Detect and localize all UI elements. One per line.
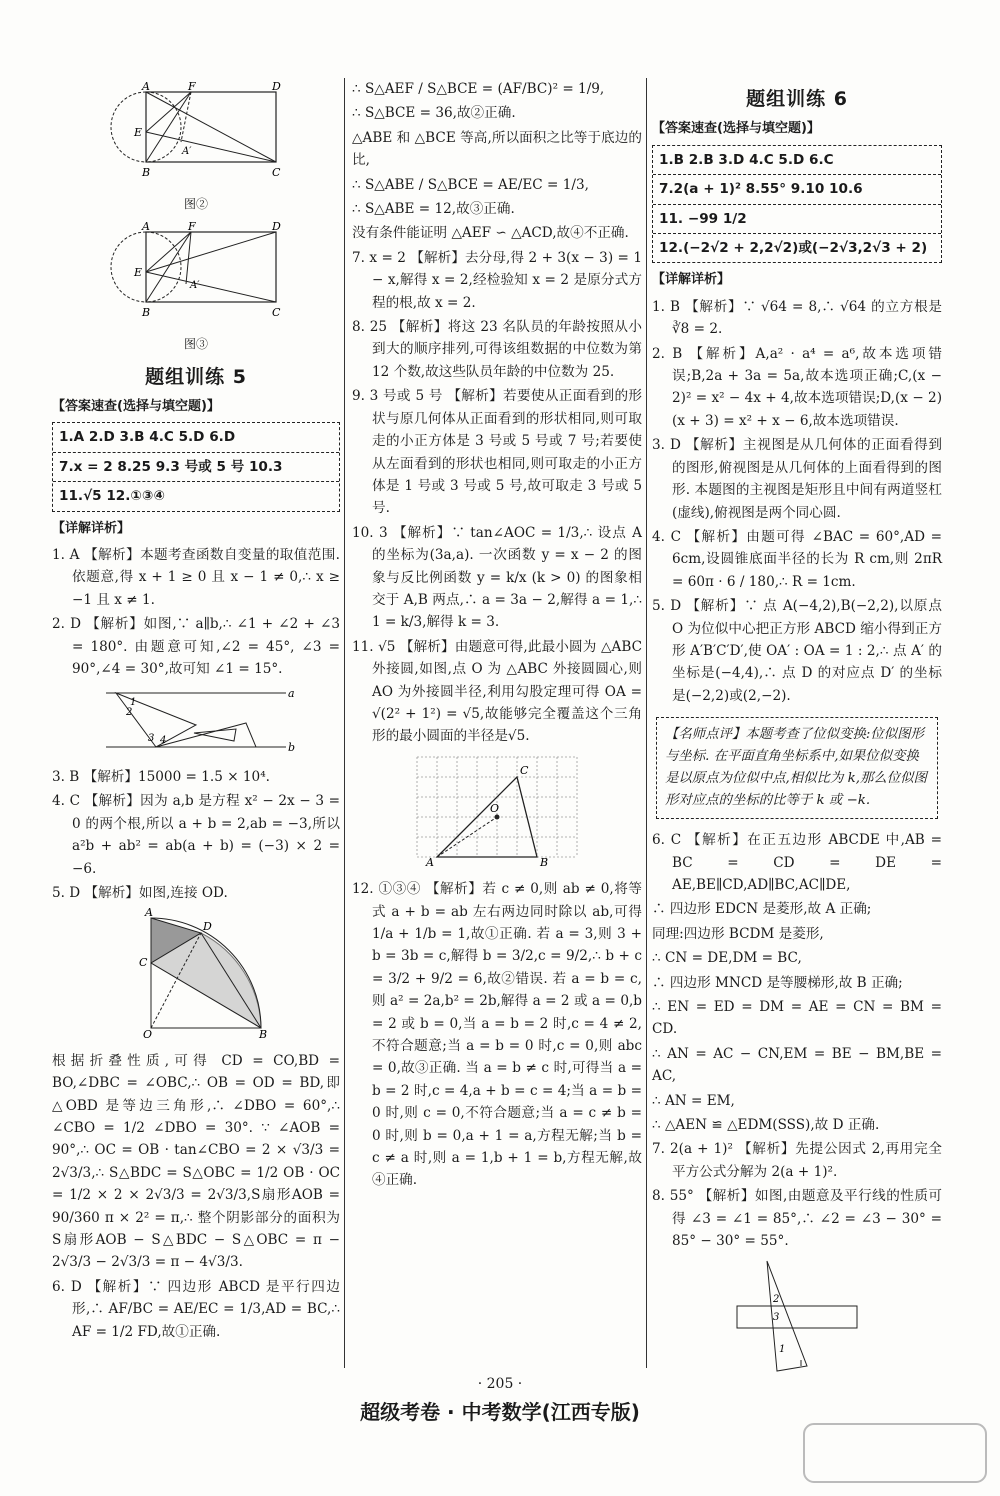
column-divider-1	[344, 78, 345, 1368]
svg-text:B: B	[540, 855, 549, 867]
svg-text:C: C	[520, 763, 529, 777]
solution-6-cont-6: 没有条件能证明 △AEF ∽ △ACD,故④不正确.	[352, 225, 629, 242]
solution-6-cont-5: ∴ S△ABE = 12,故③正确.	[352, 201, 515, 218]
svg-text:A: A	[142, 221, 150, 233]
svg-text:C: C	[272, 305, 281, 319]
solution-6-cont-2: ∴ S△BCE = 36,故②正确.	[352, 105, 516, 122]
solution-6-cont-3: △ABE 和 △BCE 等高,所以面积之比等于底边的比,	[352, 129, 642, 169]
solution-6-step: ∴ △AEN ≌ △EDM(SSS),故 D 正确.	[652, 1117, 880, 1134]
figure-2-caption: 图②	[183, 197, 208, 212]
solution-12: 12. ①③④ 【解析】若 c ≠ 0,则 ab ≠ 0,将等式 a + b = ab 左右两边同时除以 ab,可得 1/a + 1/b = 1,故①正确. 若 a = 3,则 3 + b = 3b = c,解得 b = 3/2,c = 9/2,∴ b + c = 3/2 + 9/2 = 6,故②错误. 若 a = b = c,则 a² = 2a,b² = 2b,解得 a = 2 或 a = 0,b = 2 或 b = 0,当 a = b = 2 时,c = 4 ≠ 2,不符合题意;当 a = b = 0 时,c = 0,则 abc = 0,故③正确. 当 a = b ≠ c 时,可得当 a = b = 2 时,c = 4,a + b = c = 4;当 a = b = 0 时,则 c = 0,不符合题意;当 a = c ≠ b = 0 时,则 b = 0,a + 1 = a,方程无解;当 b = c ≠ a 时,则 a = 1,b + 1 = b,方程无解,故④正确.	[352, 881, 642, 1189]
middle-column	[352, 78, 642, 1194]
svg-text:2: 2	[126, 706, 133, 718]
solution-1: 1. B 【解析】∵ √64 = 8,∴ √64 的立方根是∛8 = 2.	[652, 298, 942, 338]
answer-row: 12.(−2√2 + 2,2√2)或(−2√3,2√3 + 2)	[659, 240, 928, 257]
svg-text:A: A	[142, 82, 150, 93]
rectangle-triangle-figure	[652, 1256, 942, 1383]
column-divider-2	[646, 78, 647, 1368]
svg-text:F: F	[188, 221, 196, 233]
solution-6-step: ∴ 四边形 EDCN 是菱形,故 A 正确;	[652, 901, 872, 918]
detail-header: 【详解详析】	[52, 520, 131, 536]
svg-text:D: D	[272, 82, 281, 93]
answer-box	[52, 422, 340, 511]
answer-row: 1.A 2.D 3.B 4.C 5.D 6.D	[53, 423, 339, 452]
svg-text:C: C	[272, 166, 281, 179]
answer-box	[652, 145, 942, 264]
sector-figure	[52, 908, 340, 1045]
solution-2: 2. B 【解析】A,a² · a⁴ = a⁶,故本选项错误;B,2a + 3a = 5a,故本选项正确;C,(x − 2)² = x² − 4x + 4,故本选项错误;D,(x − 2)(x + 3) = x² + x − 6,故本选项错误.	[652, 345, 942, 429]
parallel-lines-figure	[52, 685, 340, 762]
left-column	[52, 78, 340, 1345]
solution-9: 9. 3 号或 5 号 【解析】若要使从正面看到的形状与原几何体从正面看到的形状相同,则可取走的小正方体是 3 号或 5 号或 7 号;若要使从左面看到的形状也相同,则可取走的小正方体是 1 号或 3 号或 5 号,故可取走 3 号或 5 号.	[352, 388, 642, 517]
page-number: · 205 ·	[477, 1376, 523, 1392]
answer-row: 11. −99 1/2	[653, 205, 941, 234]
svg-text:A′: A′	[190, 279, 200, 291]
solution-5-detail: 根据折叠性质,可得 CD = CO,BD = BO,∠DBC = ∠OBC,∴ OB = OD = BD,即 △OBD 是等边三角形,∴ ∠DBO = 60°,∴ ∠CBO = 1/2 ∠DBO = 30°. ∵ ∠AOB = 90°,∴ OC = OB · tan∠CBO = 2 × √3/3 = 2√3/3,∴ S△BDC = S△OBC = 1/2 OB · OC = 1/2 × 2 × 2√3/3 = 2√3/3,S扇形AOB = 90/360 π × 2² = π,∴ 整个阴影部分的面积为 S扇形AOB − S△BDC − S△OBC = π − 2√3/3 − 2√3/3 = π − 4√3/3.	[52, 1052, 340, 1271]
detail-header: 【详解详析】	[652, 272, 731, 288]
svg-text:A: A	[426, 855, 434, 867]
solution-2: 2. D 【解析】如图,∵ a∥b,∴ ∠1 + ∠2 + ∠3 = 180°. 由题意可知,∠2 = 45°, ∠3 = 90°,∠4 = 30°,故可知 ∠1 = 15°.	[52, 616, 340, 678]
watermark-logo	[800, 1420, 990, 1486]
svg-text:A′: A′	[182, 146, 192, 157]
solution-6: 6. C 【解析】在正五边形 ABCDE 中,AB = BC = CD = DE = AE,BE∥CD,AD∥BC,AC∥DE,	[652, 832, 942, 893]
answer-row: 11.√5 12.①③④	[59, 488, 165, 505]
solution-6-step: ∴ EN = ED = DM = AE = CN = BM = CD.	[652, 999, 942, 1038]
solution-3: 3. B 【解析】15000 = 1.5 × 10⁴.	[52, 768, 270, 785]
svg-text:E: E	[134, 265, 143, 279]
solution-4: 4. C 【解析】因为 a,b 是方程 x² − 2x − 3 = 0 的两个根,所以 a + b = 2,ab = −3,所以 a²b + ab² = ab(a + b) = (−3) × 2 = −6.	[52, 793, 340, 877]
solution-8: 8. 55° 【解析】如图,由题意及平行线的性质可得 ∠3 = ∠1 = 85°,∴ ∠2 = ∠3 − 30° = 85° − 30° = 55°.	[652, 1188, 942, 1250]
solution-3: 3. D 【解析】主视图是从几何体的正面看得到的图形,俯视图是从几何体的上面看得到的图形. 本题图的主视图是矩形且中间有两道竖杠(虚线),俯视图是两个同心圆.	[652, 437, 942, 521]
svg-text:1: 1	[130, 696, 137, 708]
solution-6-step: ∴ AN = AC − CN,EM = BE − BM,BE = AC,	[652, 1045, 942, 1085]
answer-row: 7.2(a + 1)² 8.55° 9.10 10.6	[653, 175, 941, 204]
solution-11: 11. √5 【解析】由题意可得,此最小圆为 △ABC 外接圆,如图,点 O 为 △ABC 外接圆圆心,则 AO 为外接圆半径,利用勾股定理可得 OA = √(2² + 1²) = √5,故能够完全覆盖这个三角形的最小圆面的半径是√5.	[352, 638, 642, 745]
solution-4: 4. C 【解析】由题可得 ∠BAC = 60°,AD = 6cm,设圆锥底面半径的长为 R cm,则 2πR = 60π · 6 / 180,∴ R = 1cm.	[652, 528, 942, 590]
solution-7: 7. x = 2 【解析】去分母,得 2 + 3(x − 3) = 1 − x,解得 x = 2,经检验知 x = 2 是原分式方程的根,故 x = 2.	[352, 249, 642, 311]
section-title-5: 题组训练 5	[145, 365, 247, 388]
svg-text:F: F	[188, 82, 196, 93]
svg-text:E: E	[134, 126, 143, 139]
svg-text:O: O	[490, 801, 500, 815]
svg-text:2: 2	[773, 1294, 780, 1306]
answer-header: 【答案速查(选择与填空题)】	[52, 399, 220, 415]
book-title: 超级考卷 · 中考数学(江西专版)	[360, 1400, 640, 1424]
solution-1: 1. A 【解析】本题考查函数自变量的取值范围. 依题意,得 x + 1 ≥ 0 且 x − 1 ≠ 0,∴ x ≥ −1 且 x ≠ 1.	[52, 547, 340, 608]
svg-text:C: C	[139, 956, 148, 970]
solution-6: 6. D 【解析】∵ 四边形 ABCD 是平行四边形,∴ AF/BC = AE/EC = 1/3,AD = BC,∴ AF = 1/2 FD,故①正确.	[52, 1278, 340, 1340]
svg-text:B: B	[259, 1028, 268, 1039]
svg-text:3: 3	[773, 1312, 780, 1324]
answer-header: 【答案速查(选择与填空题)】	[652, 121, 820, 137]
solution-5: 5. D 【解析】∵ 点 A(−4,2),B(−2,2),以原点 O 为位似中心把正方形 ABCD 缩小得到正方形 A′B′C′D′,使 OA′ : OA = 1 : 2,∴ 点 A′ 的坐标是(−4,4),∴ 点 D 的对应点 D′ 的坐标是(−2,2)或(2,−2).	[652, 598, 942, 704]
svg-text:D: D	[203, 920, 212, 934]
solution-7: 7. 2(a + 1)² 【解析】先提公因式 2,再用完全平方公式分解为 2(a + 1)².	[652, 1141, 942, 1180]
grid-triangle-figure	[352, 752, 642, 874]
solution-10: 10. 3 【解析】∵ tan∠AOC = 1/3,∴ 设点 A 的坐标为(3a,a). 一次函数 y = x − 2 的图象与反比例函数 y = k/x (k > 0) 的图象相交于 A,B 两点,∴ a = 3a − 2,解得 a = 1,∴ 1 = k/3,解得 k = 3.	[352, 524, 642, 631]
answer-row: 1.B 2.B 3.D 4.C 5.D 6.C	[653, 146, 941, 175]
solution-5: 5. D 【解析】如图,连接 OD.	[52, 884, 228, 901]
svg-text:B: B	[142, 166, 151, 179]
section-title-6: 题组训练 6	[746, 88, 848, 110]
figure-3-caption: 图③	[183, 337, 208, 352]
teacher-comment-box: 【名师点评】本题考查了位似变换:位似图形与坐标. 在平面直角坐标系中,如果位似变换是以原点为位似中点,相似比为 k,那么位似图形对应点的坐标的比等于 k 或 −k.	[656, 717, 938, 819]
svg-text:b: b	[288, 740, 296, 754]
solution-6-step: ∴ CN = DE,DM = BC,	[652, 950, 802, 967]
figure-2	[52, 82, 340, 189]
answer-row: 7.x = 2 8.25 9.3 号或 5 号 10.3	[53, 453, 339, 482]
svg-text:O: O	[143, 1028, 153, 1039]
svg-text:4: 4	[160, 734, 167, 746]
solution-8: 8. 25 【解析】将这 23 名队员的年龄按照从小到大的顺序排列,可得该组数据的中位数为第 12 个数,故这些队员年龄的中位数为 25.	[352, 319, 642, 380]
solution-6-step: ∴ AN = EM,	[652, 1092, 735, 1109]
svg-text:3: 3	[148, 732, 155, 744]
svg-text:1: 1	[779, 1344, 786, 1356]
svg-text:a: a	[288, 686, 295, 700]
solution-6-step: ∴ 四边形 MNCD 是等腰梯形,故 B 正确;	[652, 974, 903, 991]
solution-6-cont-4: ∴ S△ABE / S△BCE = AE/EC = 1/3,	[352, 176, 589, 193]
solution-6-cont-1: ∴ S△AEF / S△BCE = (AF/BC)² = 1/9,	[352, 81, 605, 97]
figure-3	[52, 222, 340, 329]
svg-text:D: D	[272, 221, 281, 233]
right-column	[652, 78, 942, 1388]
svg-text:A: A	[145, 908, 153, 920]
solution-6-step: 同理:四边形 BCDM 是菱形,	[652, 925, 824, 942]
svg-text:B: B	[142, 305, 151, 319]
